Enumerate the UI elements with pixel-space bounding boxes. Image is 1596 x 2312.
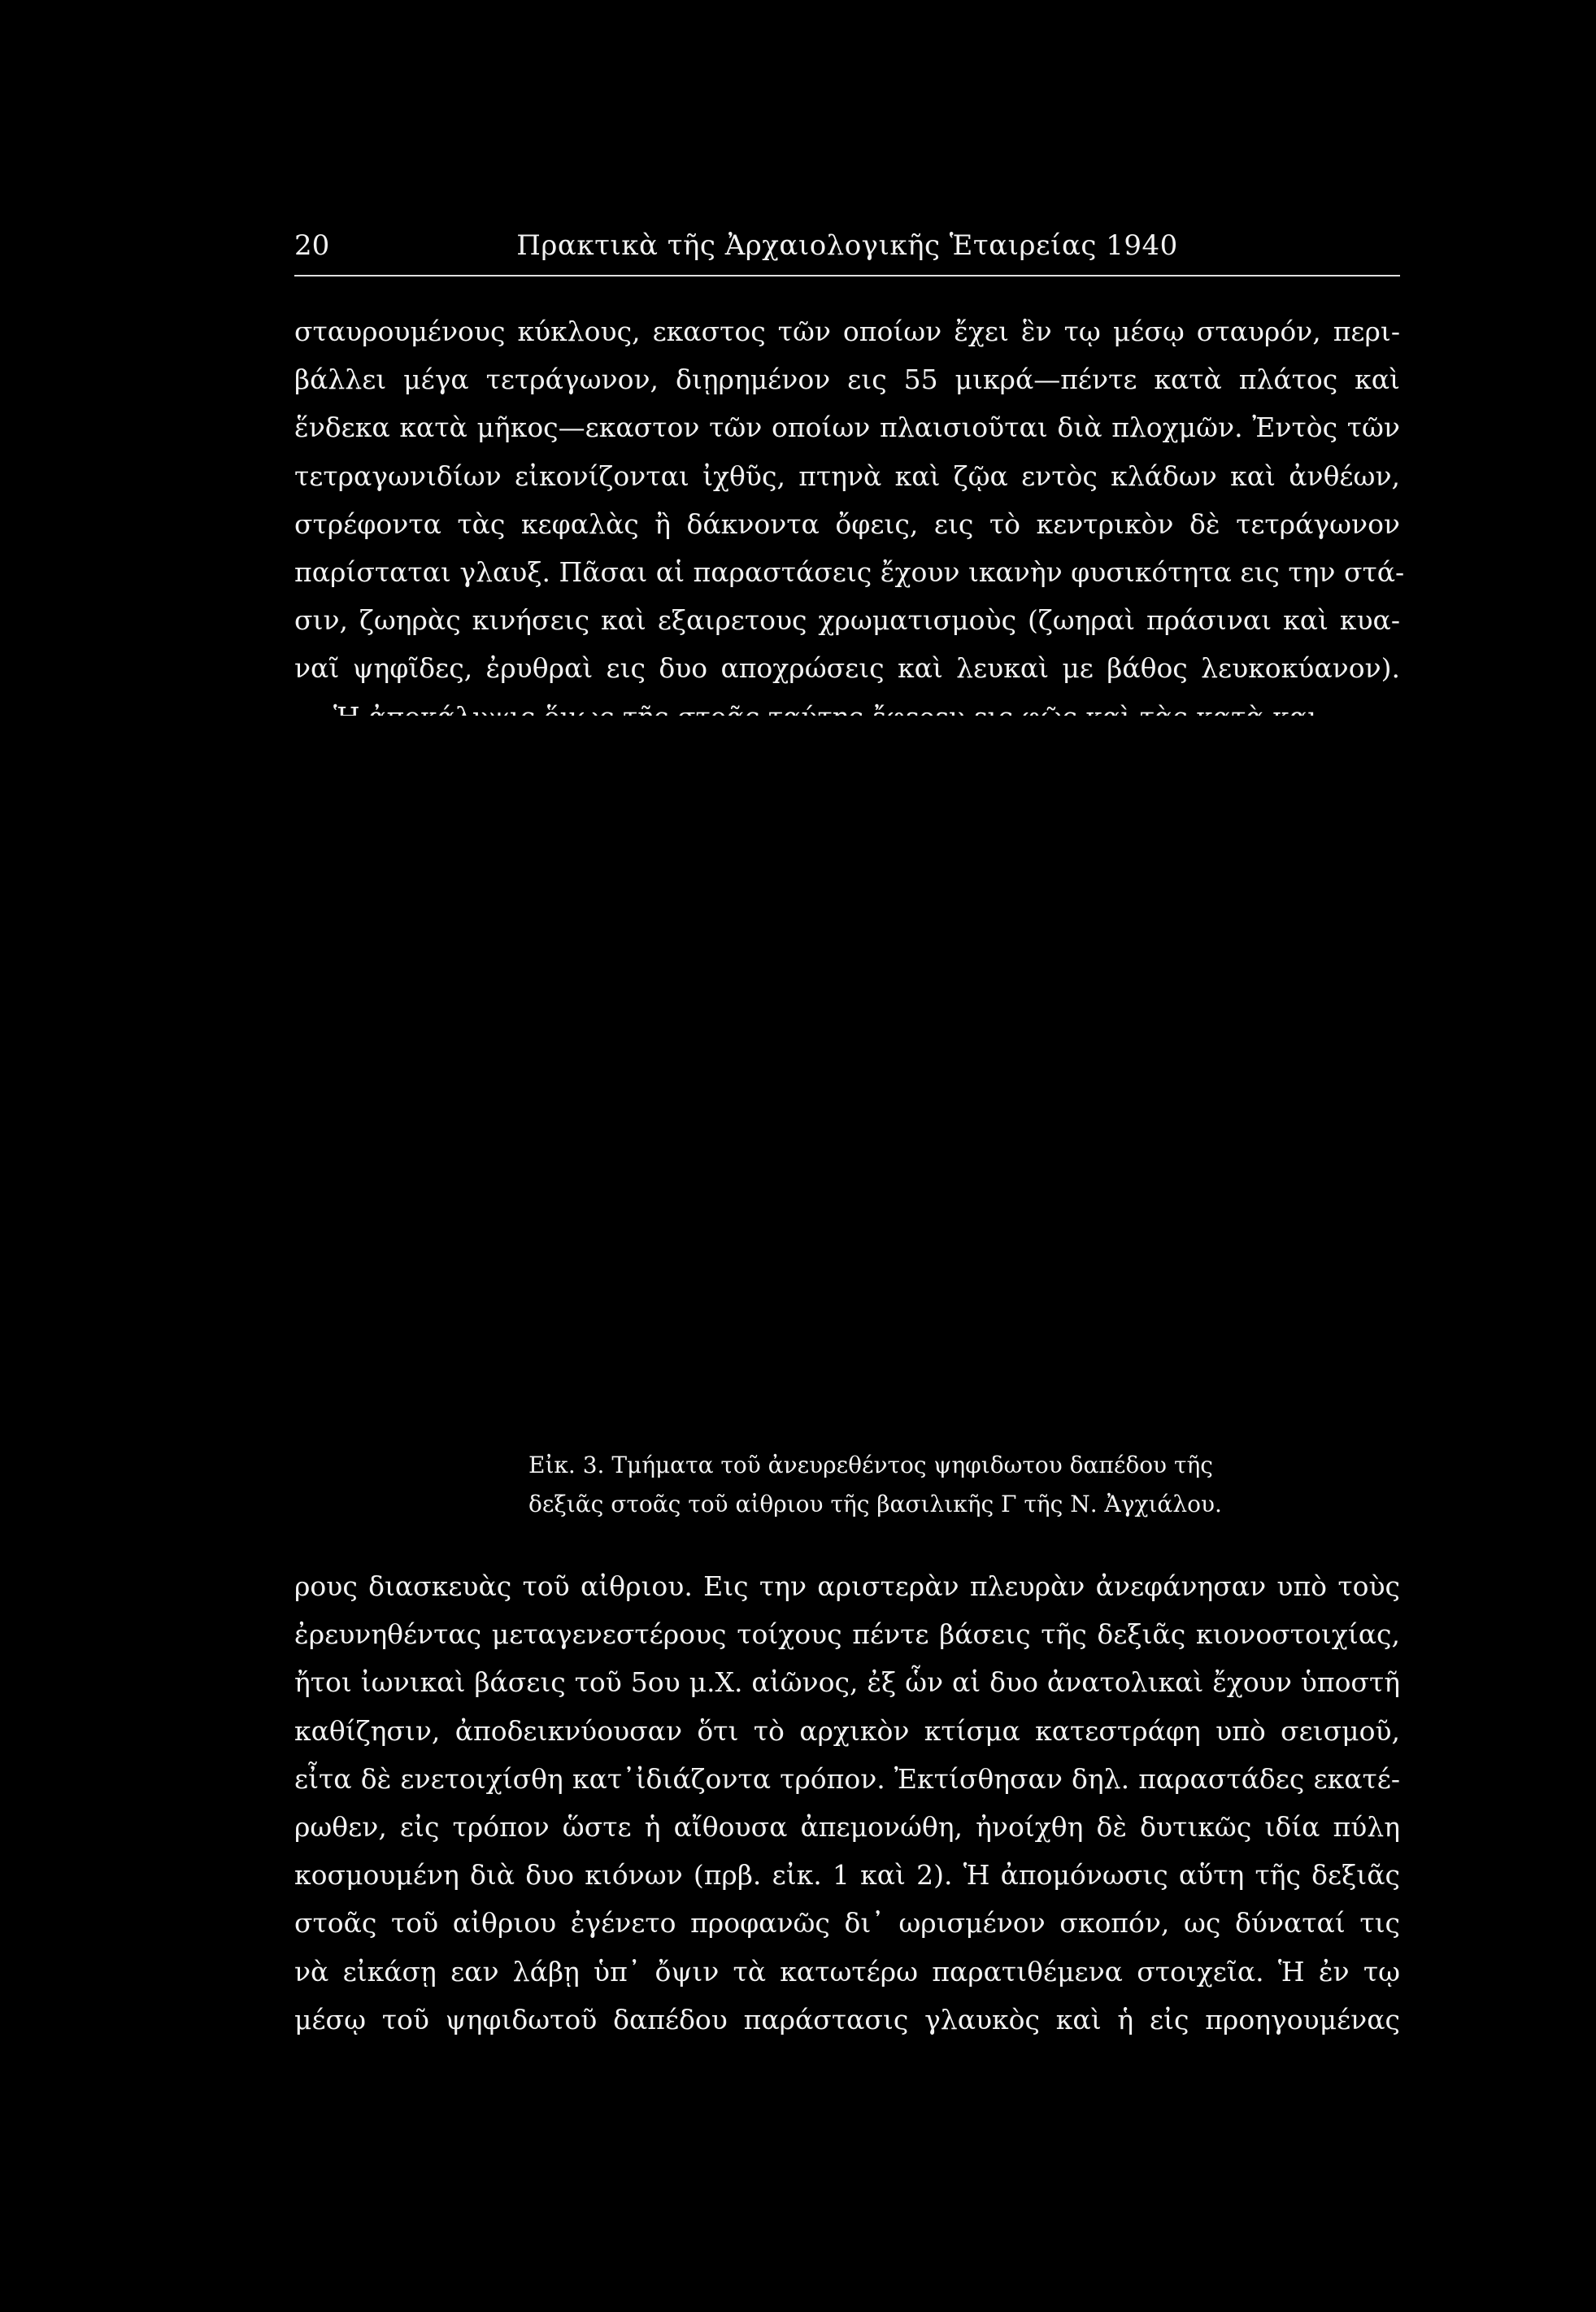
text-line: στρέφοντα τὰς κεφαλὰς ἢ δάκνοντα ὄφεις, εις τὸ κεντρικὸν δὲ τετράγωνον [294,507,1400,540]
text-line: κοσμουμένη διὰ δυο κιόνων (πρβ. εἰκ. 1 καὶ 2). Ἡ ἀπομόνωσις αὕτη τῆς δεξιᾶς [294,1859,1400,1892]
text-line: ναῖ ψηφῖδες, ἐρυθραὶ εις δυο αποχρώσεις καὶ λευκαὶ με βάθος λευκοκύανον). [294,652,1400,685]
text-line: ἤτοι ἰωνικαὶ βάσεις τοῦ 5ου μ.Χ. αἰῶνος, ἐξ ὧν αἱ δυο ἀνατολικαὶ ἔχουν ὑποστῆ [294,1666,1400,1699]
bottom-paragraph [294,1562,1400,2044]
text-line: παρίσταται γλαυξ. Πᾶσαι αἱ παραστάσεις ἔχουν ικανὴν φυσικότητα εις την στά- [294,556,1405,589]
text-line: νὰ εἰκάσῃ εαν λάβῃ ὑπ᾿ ὄψιν τὰ κατωτέρω παρατιθέμενα στοιχεῖα. Ἡ ἐν τῳ [294,1955,1400,1988]
text-line: τετραγωνιδίων εἰκονίζονται ἰχθῦς, πτηνὰ καὶ ζῷα εντὸς κλάδων καὶ ἀνθέων, [294,459,1400,492]
text-line: ἐρευνηθέντας μεταγενεστέρους τοίχους πέντε βάσεις τῆς δεξιᾶς κιονοστοιχίας, [294,1618,1400,1651]
figure-image [294,716,1400,1431]
caption-line: Εἰκ. 3. Τμήματα τοῦ ἀνευρεθέντος ψηφιδωτου δαπέδου τῆς [528,1452,1213,1478]
text-line: καθίζησιν, ἀποδεικνύουσαν ὅτι τὸ αρχικὸν κτίσμα κατεστράφη υπὸ σεισμοῦ, [294,1714,1400,1747]
text-line: εἶτα δὲ ενετοιχίσθη κατ᾿ἰδιάζοντα τρόπον. Ἐκτίσθησαν δηλ. παραστάδες εκατέ- [294,1762,1400,1795]
text-line: στοᾶς τοῦ αἰθριου ἐγένετο προφανῶς δι᾿ ωρισμένον σκοπόν, ως δύναταί τις [294,1907,1400,1940]
page-number: 20 [294,229,330,262]
text-line: βάλλει μέγα τετράγωνον, διῃρημένον εις 55 μικρά—πέντε κατὰ πλάτος καὶ [294,364,1400,396]
running-title: Πρακτικὰ τῆς Ἀρχαιολογικῆς Ἑταιρείας 1940 [516,229,1178,262]
text-line: ρωθεν, εἰς τρόπον ὥστε ἡ αἴθουσα ἀπεμονώθη, ἠνοίχθη δὲ δυτικῶς ιδία πύλη [294,1811,1400,1844]
text-line: ρους διασκευὰς τοῦ αἰθριου. Εις την αριστερὰν πλευρὰν ἀνεφάνησαν υπὸ τοὺς [294,1570,1400,1602]
caption-line: δεξιᾶς στοᾶς τοῦ αἰθριου τῆς βασιλικῆς Γ τῆς Ν. Ἀγχιάλου. [528,1491,1222,1517]
figure-caption [528,1446,1390,1524]
text-line: σιν, ζωηρὰς κινήσεις καὶ εξαιρετους χρωματισμοὺς (ζωηραὶ πράσιναι καὶ κυα- [294,604,1400,637]
text-line: σταυρουμένους κύκλους, εκαστος τῶν οποίων ἔχει ἓν τῳ μέσῳ σταυρόν, περι- [294,316,1400,347]
text-line: μέσῳ τοῦ ψηφιδωτοῦ δαπέδου παράστασις γλαυκὸς καὶ ἡ εἰς προηγουμένας [294,2003,1400,2036]
text-line: ἕνδεκα κατὰ μῆκος—εκαστον τῶν οποίων πλαισιοῦται διὰ πλοχμῶν. Ἐντὸς τῶν [294,411,1400,444]
header-rule [294,275,1400,276]
page-header [294,221,1400,270]
top-paragraph [294,307,1405,741]
